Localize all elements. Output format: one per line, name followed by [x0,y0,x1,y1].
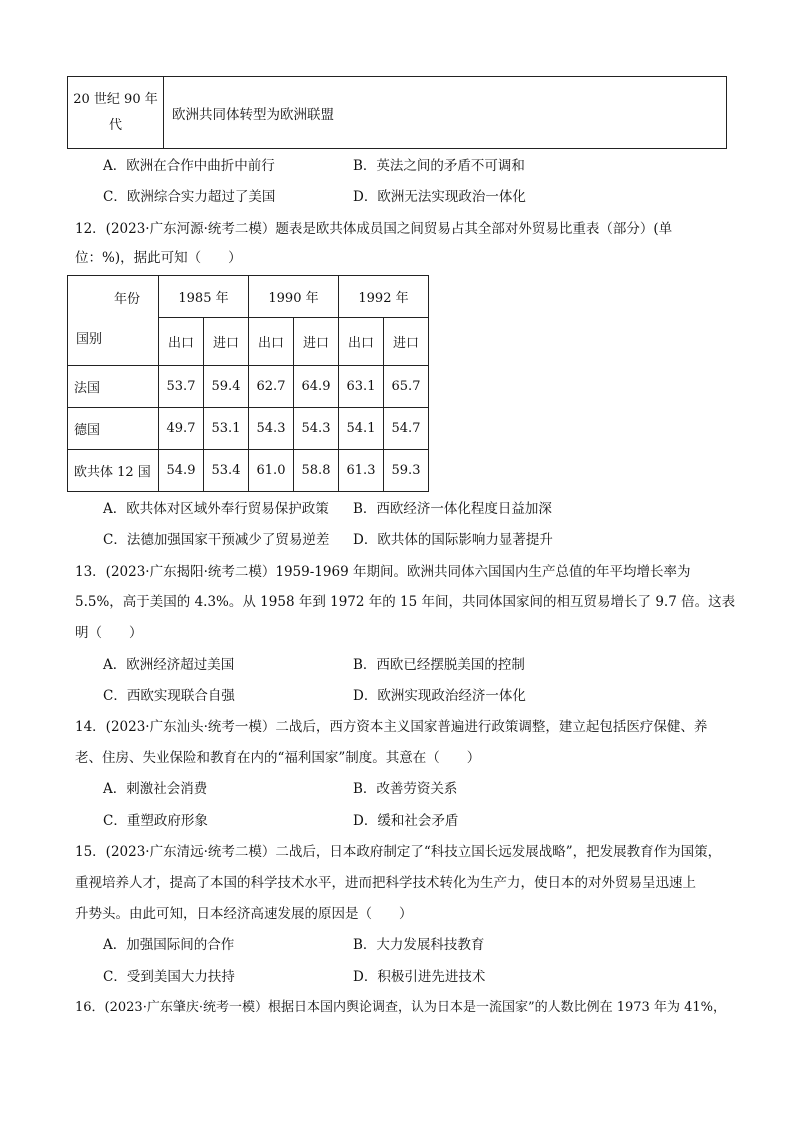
table-row [68,408,429,450]
table-cell: 61.3 [339,450,384,492]
q14-stem-line-1: 14．(2023·广东汕头·统考一模）二战后，西方资本主义国家普遍进行政策调整，建立起包括医疗保健、养 [75,719,708,735]
q12-option-a[interactable]: A．欧共体对区域外奉行贸易保护政策 [103,501,329,517]
table-header-row [68,276,429,318]
q12-option-d[interactable]: D．欧共体的国际影响力显著提升 [353,532,553,548]
table-cell: 53.1 [204,408,249,450]
subheader-import: 进口 [294,318,339,366]
table-cell: 49.7 [159,408,204,450]
q12-option-c[interactable]: C．法德加强国家干预减少了贸易逆差 [103,532,330,548]
table-cell: 53.4 [204,450,249,492]
q15-stem-line-2: 重视培养人才，提高了本国的科学技术水平，进而把科学技术转化为生产力，使日本的对外贸易呈迅速上 [75,875,696,891]
table-cell: 53.7 [159,366,204,408]
subheader-export: 出口 [339,318,384,366]
subheader-import: 进口 [204,318,249,366]
q12-option-b[interactable]: B．西欧经济一体化程度日益加深 [353,501,552,517]
row-label-ec12: 欧共体 12 国 [68,450,159,492]
table-cell: 54.3 [294,408,339,450]
year-header-1992: 1992 年 [339,276,429,318]
q13-stem-line-2: 5.5%，高于美国的 4.3%。从 1958 年到 1972 年的 15 年间，共同体国家间的相互贸易增长了 9.7 倍。这表 [75,594,736,610]
table-cell: 59.4 [204,366,249,408]
table-cell: 63.1 [339,366,384,408]
row-label-france: 法国 [68,366,159,408]
timeline-table [67,76,727,149]
q14-option-c[interactable]: C．重塑政府形象 [103,813,208,829]
table-cell: 65.7 [384,366,429,408]
q13-stem-line-1: 13．(2023·广东揭阳·统考二模）1959-1969 年期间。欧洲共同体六国国内生产总值的年平均增长率为 [75,564,691,580]
q14-option-d[interactable]: D．缓和社会矛盾 [353,813,459,829]
q12-stem-line-1: 12．(2023·广东河源·统考二模）题表是欧共体成员国之间贸易占其全部对外贸易比重表（部分）(单 [75,221,673,237]
table-cell: 61.0 [249,450,294,492]
table-row [68,450,429,492]
table-cell: 54.3 [249,408,294,450]
q14-option-b[interactable]: B．改善劳资关系 [353,781,458,797]
table-corner-cell [68,276,159,366]
table-cell: 59.3 [384,450,429,492]
q13-option-c[interactable]: C．西欧实现联合自强 [103,688,235,704]
subheader-export: 出口 [159,318,204,366]
period-cell [68,77,164,149]
subheader-import: 进口 [384,318,429,366]
table-row [68,77,727,149]
q16-stem-line-1: 16．(2023·广东肇庆·统考一模）根据日本国内舆论调查，认为日本是一流国家”的人数比例在 1973 年为 41%， [75,1000,726,1015]
subheader-export: 出口 [249,318,294,366]
q13-stem-line-3: 明（ ） [75,625,143,641]
table-row [68,366,429,408]
q15-option-d[interactable]: D．积极引进先进技术 [353,969,486,985]
period-line-2: 代 [108,117,122,133]
q15-option-c[interactable]: C．受到美国大力扶持 [103,969,235,985]
table-cell: 62.7 [249,366,294,408]
corner-year-label: 年份 [113,292,140,307]
trade-share-table [67,275,429,492]
q14-stem-line-2: 老、住房、失业保险和教育在内的“福利国家”制度。其意在（ ） [75,750,481,766]
table-cell: 54.9 [159,450,204,492]
q13-option-b[interactable]: B．西欧已经摆脱美国的控制 [353,657,525,673]
q13-option-a[interactable]: A．欧洲经济超过美国 [103,657,235,673]
event-cell: 欧洲共同体转型为欧洲联盟 [164,77,727,149]
q11-option-c[interactable]: C．欧洲综合实力超过了美国 [103,189,276,205]
q11-option-d[interactable]: D．欧洲无法实现政治一体化 [353,189,526,205]
table-cell: 54.1 [339,408,384,450]
q14-option-a[interactable]: A．刺激社会消费 [103,781,208,797]
q15-option-b[interactable]: B．大力发展科技教育 [353,937,485,953]
q15-stem-line-3: 升势头。由此可知，日本经济高速发展的原因是（ ） [75,906,413,922]
row-label-germany: 德国 [68,408,159,450]
q15-stem-line-1: 15．(2023·广东清远·统考二模）二战后，日本政府制定了“科技立国长远发展战略”，把发展教育作为国策， [75,844,722,860]
q12-stem-line-2: 位：%)，据此可知（ ） [75,250,242,266]
table-cell: 54.7 [384,408,429,450]
q11-option-a[interactable]: A．欧洲在合作中曲折中前行 [103,158,275,174]
corner-country-label: 国别 [76,332,103,347]
q13-option-d[interactable]: D．欧洲实现政治经济一体化 [353,688,526,704]
period-line-1: 20 世纪 90 年 [73,91,158,107]
q11-option-b[interactable]: B．英法之间的矛盾不可调和 [353,158,525,174]
table-cell: 64.9 [294,366,339,408]
q15-option-a[interactable]: A．加强国际间的合作 [103,937,235,953]
table-cell: 58.8 [294,450,339,492]
year-header-1985: 1985 年 [159,276,249,318]
year-header-1990: 1990 年 [249,276,339,318]
